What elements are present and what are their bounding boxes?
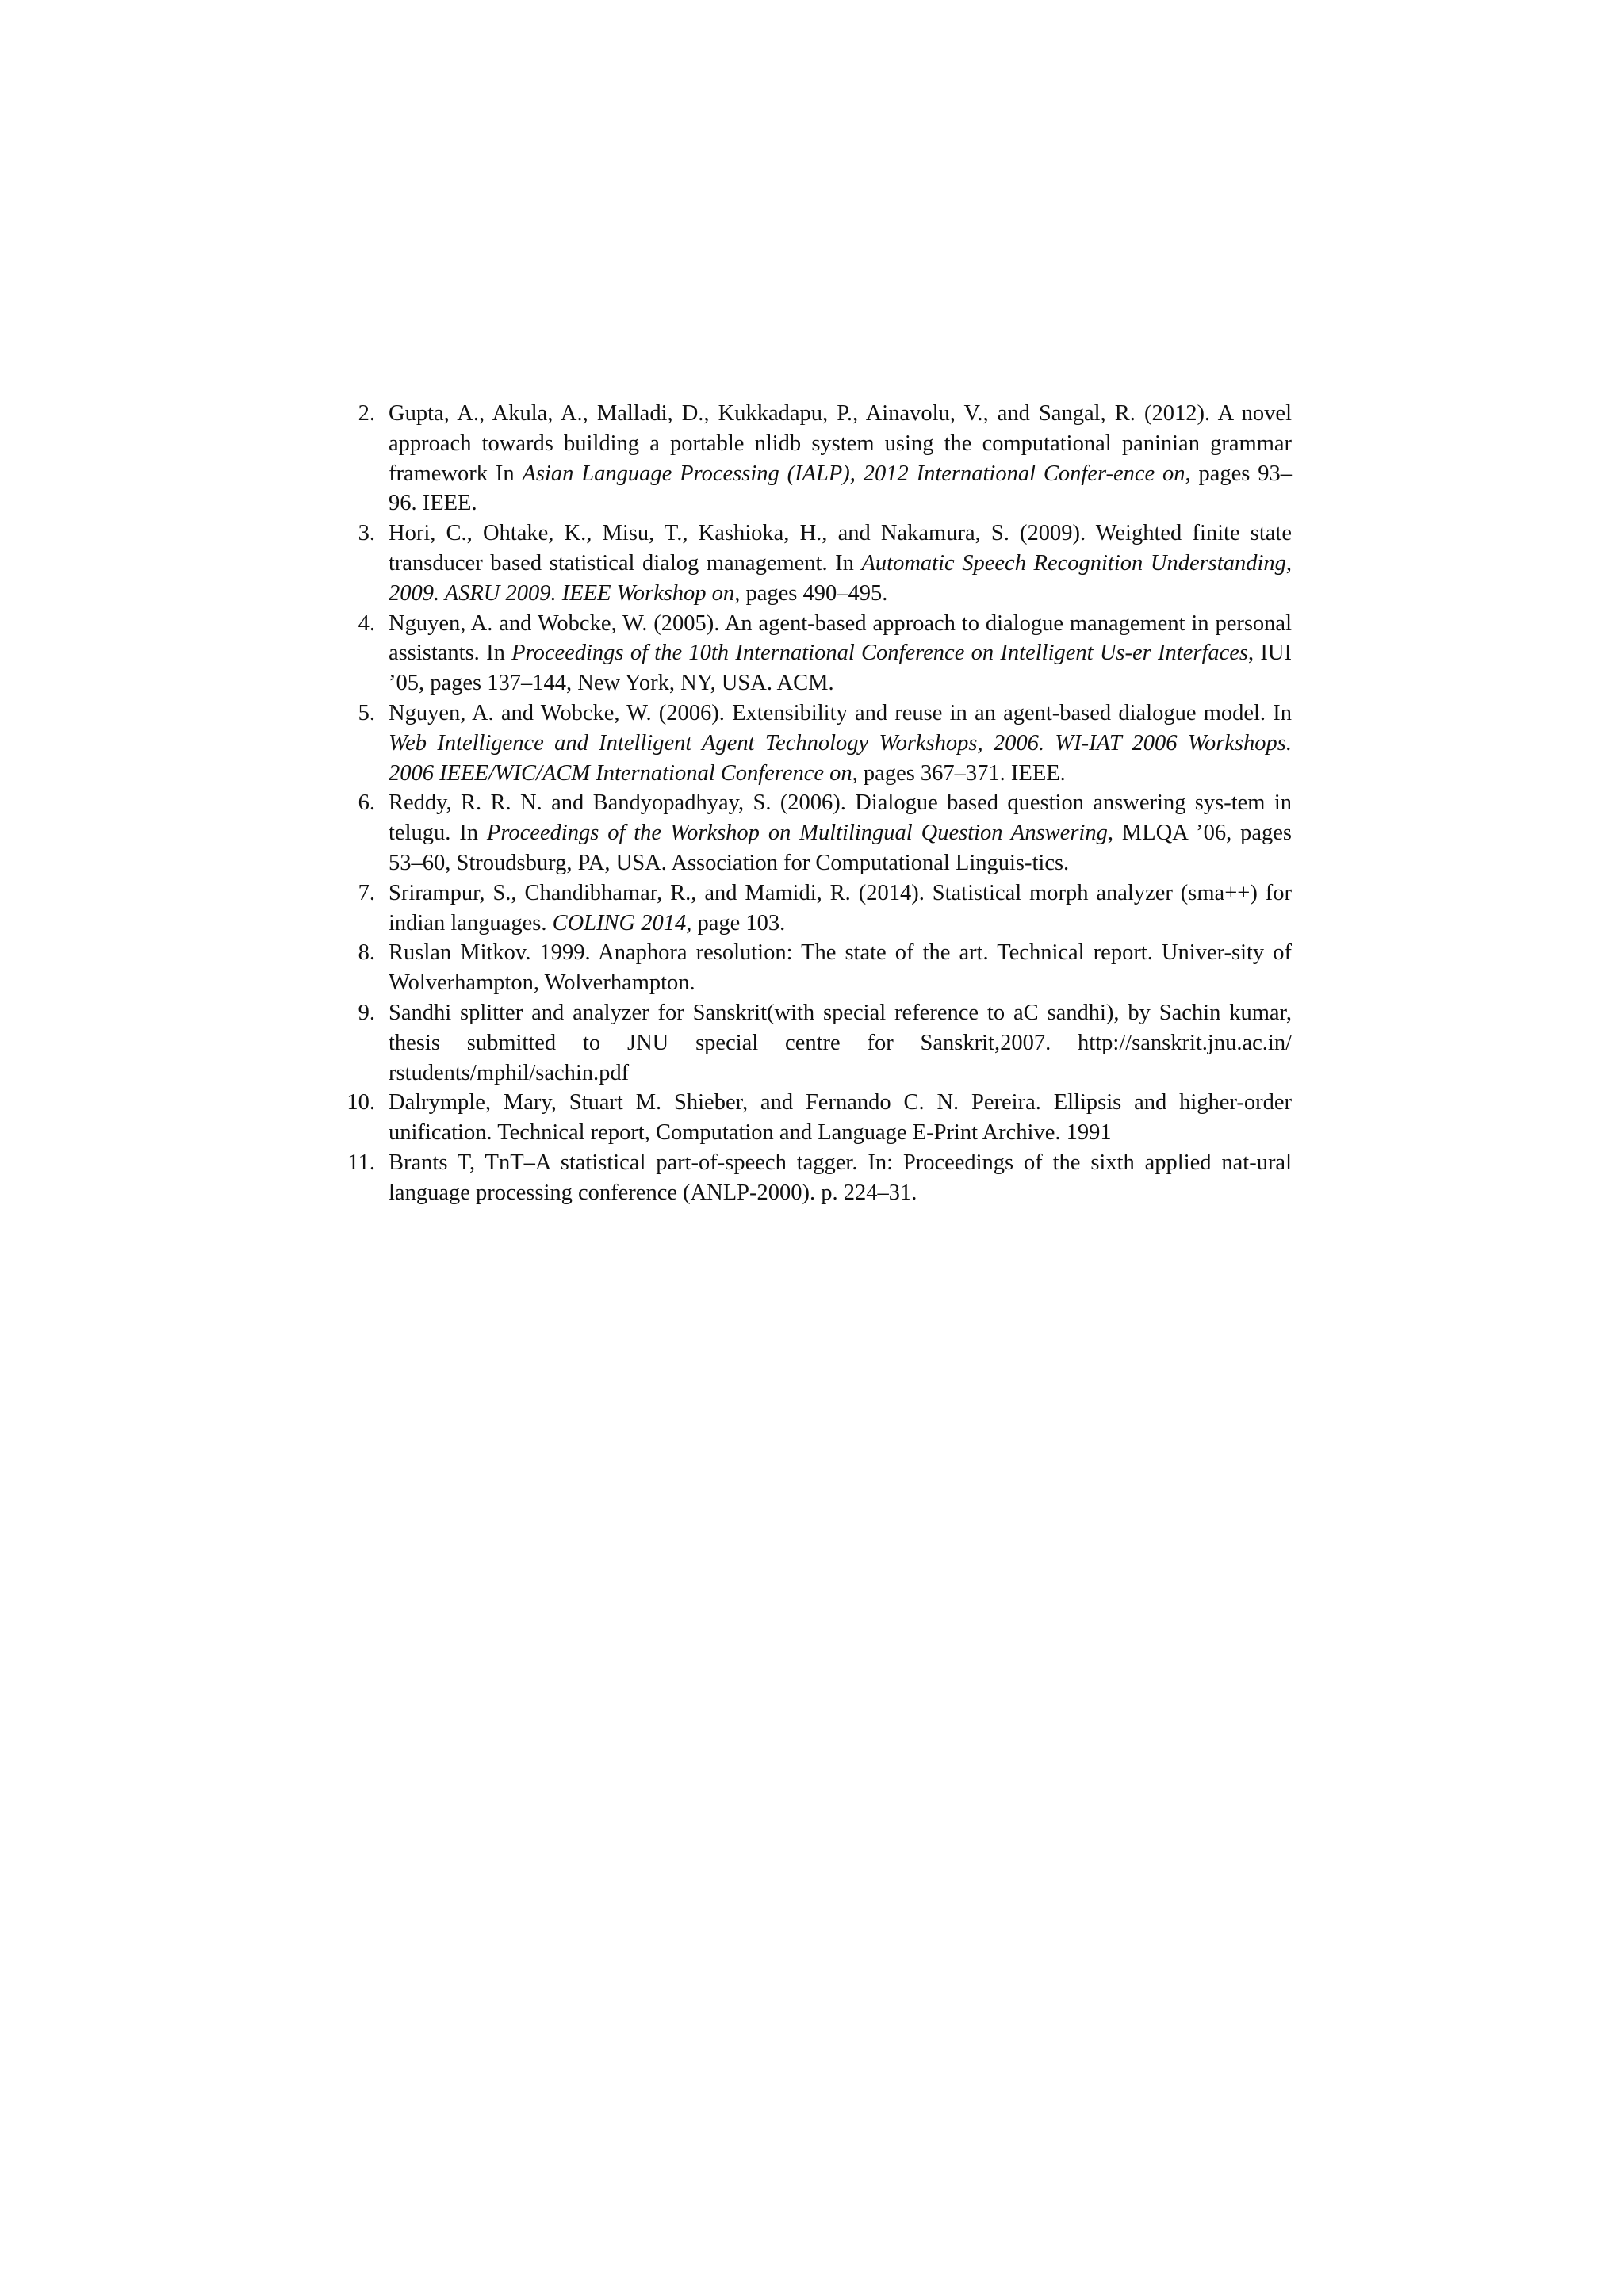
reference-text <box>389 790 1292 875</box>
reference-number: 11. <box>347 1150 375 1175</box>
reference-item <box>347 1148 1292 1208</box>
reference-number: 2. <box>358 401 375 426</box>
reference-item <box>347 399 1292 519</box>
reference-segment: Dalrymple, Mary, Stuart M. Shieber, and Fernando C. N. Pereira. Ellipsis and higher-order unification. Technical report, Computation and Language E-Print Archive. 1991 <box>389 1090 1292 1146</box>
reference-segment: MLQA ’06, pages 53–60, Stroudsburg, PA, USA. Association for Computational Linguis-tics. <box>389 821 1293 875</box>
reference-number: 6. <box>358 790 375 816</box>
reference-number: 4. <box>358 610 375 636</box>
reference-venue: Web Intelligence and Intelligent Agent Technology Workshops, 2006. WI-IAT 2006 Workshops. 2006 IEEE/WIC/ACM International Conference on <box>389 730 1292 786</box>
reference-segment: Reddy, R. R. N. and Bandyopadhyay, S. (2006). Dialogue based question answering sys-tem in telugu. In <box>389 790 1292 846</box>
reference-text <box>389 1001 1292 1085</box>
reference-venue: COLING 2014 <box>552 910 687 936</box>
reference-segment: , IUI ’05, pages 137–144, New York, NY, USA. ACM. <box>389 641 1292 696</box>
reference-number: 5. <box>358 700 375 725</box>
reference-text <box>389 1090 1292 1145</box>
reference-segment: , pages 490–495. <box>734 580 888 606</box>
reference-item <box>347 878 1292 939</box>
reference-venue: Proceedings of the 10th International Conference on Intelligent Us-er Interfaces <box>511 641 1249 666</box>
reference-venue: Proceedings of the Workshop on Multilingual Question Answering, <box>486 821 1113 846</box>
reference-number: 3. <box>358 521 375 546</box>
reference-item <box>347 698 1292 788</box>
reference-text <box>389 701 1292 786</box>
reference-item <box>347 1088 1292 1148</box>
reference-segment: Ruslan Mitkov. 1999. Anaphora resolution: The state of the art. Technical report. Univer-sity of Wolverhampton, Wolverhampton. <box>389 940 1292 996</box>
reference-text <box>389 940 1292 995</box>
reference-item <box>347 788 1292 878</box>
reference-segment: Nguyen, A. and Wobcke, W. (2005). An agent-based approach to dialogue management in personal assistants. In <box>389 610 1292 666</box>
reference-segment: Srirampur, S., Chandibhamar, R., and Mamidi, R. (2014). Statistical morph analyzer (sma++) for indian languages. <box>389 880 1292 936</box>
reference-item <box>347 609 1292 698</box>
reference-segment: Sandhi splitter and analyzer for Sanskrit(with special reference to aC sandhi), by Sachin kumar, thesis submitted to JNU special centre for Sanskrit,2007. http://sanskrit.jnu.ac.in/ rstudents/mphil/sachin.pdf <box>389 1000 1292 1085</box>
reference-segment: , pages 93–96. IEEE. <box>389 461 1293 516</box>
reference-number: 9. <box>358 1000 375 1025</box>
reference-list <box>347 399 1292 1208</box>
reference-number: 10. <box>347 1090 375 1115</box>
reference-segment: Hori, C., Ohtake, K., Misu, T., Kashioka, H., and Nakamura, S. (2009). Weighted finite state transducer based statistical dialog management. In <box>389 521 1292 576</box>
reference-item <box>347 519 1292 608</box>
reference-text <box>389 401 1292 515</box>
reference-text <box>389 1150 1292 1205</box>
reference-item <box>347 998 1292 1088</box>
reference-segment: , page 103. <box>686 910 786 936</box>
reference-venue: Asian Language Processing (IALP), 2012 International Confer-ence on <box>522 461 1185 486</box>
reference-number: 7. <box>358 880 375 905</box>
reference-text <box>389 521 1292 606</box>
reference-segment: , pages 367–371. IEEE. <box>852 760 1066 786</box>
reference-segment: Brants T, TnT–A statistical part-of-speech tagger. In: Proceedings of the sixth applied nat-ural language processing conference (ANLP-2000). p. 224–31. <box>389 1150 1292 1205</box>
reference-venue: Automatic Speech Recognition Understanding, 2009. ASRU 2009. IEEE Workshop on <box>389 550 1292 606</box>
reference-text <box>389 881 1292 936</box>
reference-text <box>389 611 1292 696</box>
reference-segment: Gupta, A., Akula, A., Malladi, D., Kukkadapu, P., Ainavolu, V., and Sangal, R. (2012). A novel approach towards building a portable nlidb system using the computational paninian grammar framework In <box>389 401 1292 486</box>
reference-number: 8. <box>358 940 375 966</box>
reference-item <box>347 938 1292 998</box>
reference-segment: Nguyen, A. and Wobcke, W. (2006). Extensibility and reuse in an agent-based dialogue model. In <box>389 700 1292 725</box>
